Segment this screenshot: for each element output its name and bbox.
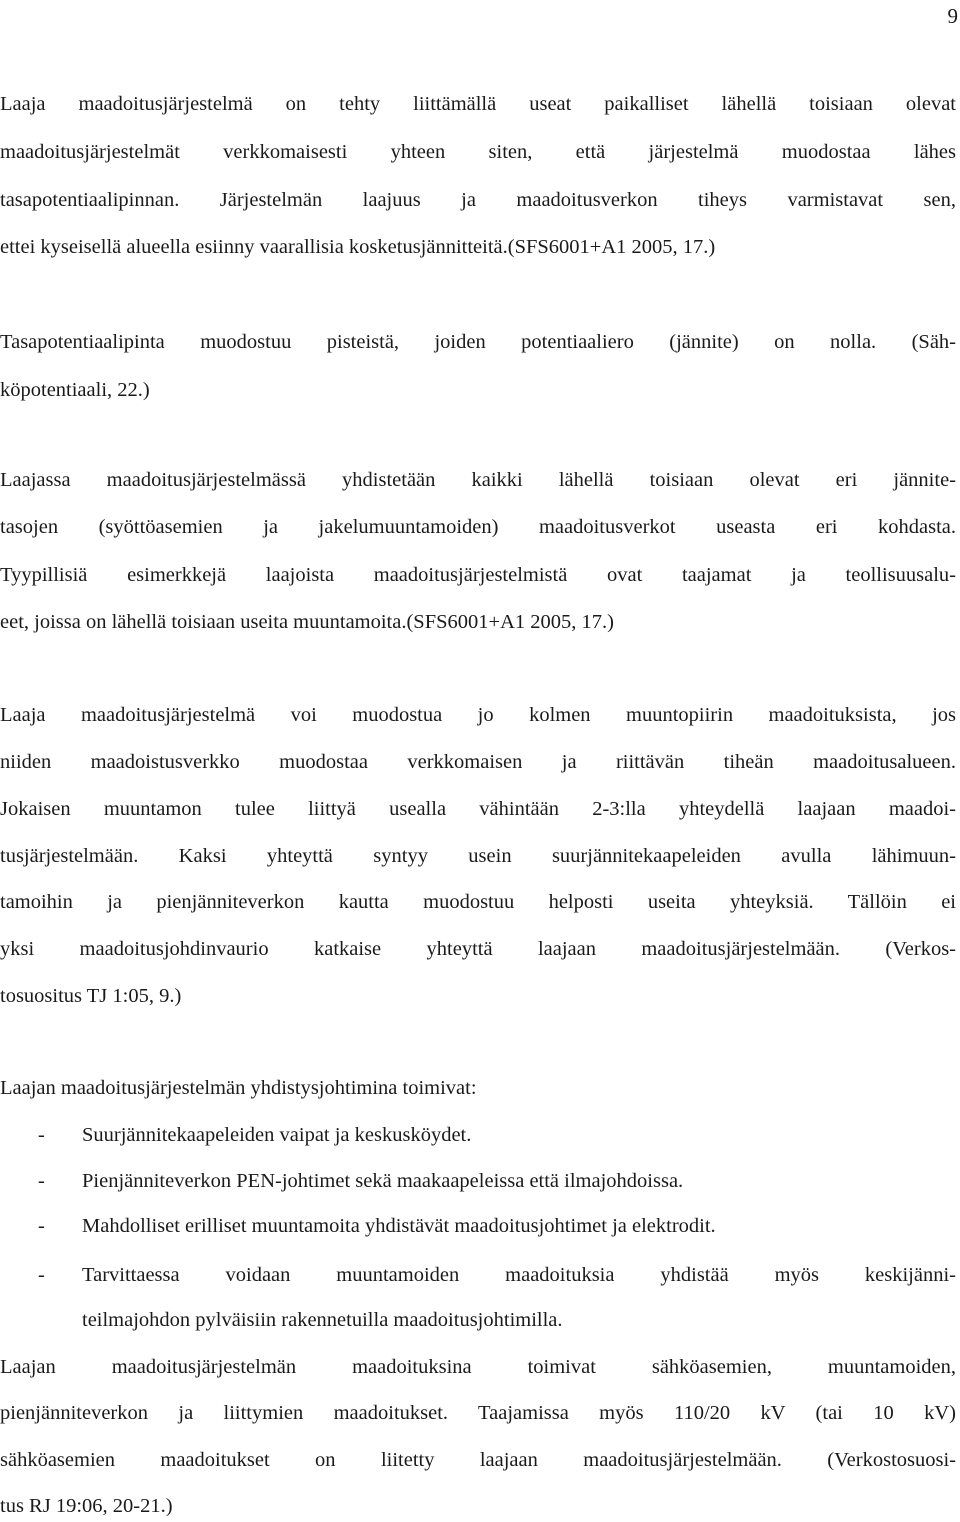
paragraph-4-line-6: yksi maadoitusjohdinvaurio katkaise yhteyttä laajaan maadoitusjärjestelmään. (Verkos- xyxy=(0,938,956,960)
closing-line-1: Laajan maadoitusjärjestelmän maadoituksina toimivat sähköasemien, muuntamoiden, xyxy=(0,1356,956,1378)
paragraph-3-line-2: tasojen (syöttöasemien ja jakelumuuntamoiden) maadoitusverkot useasta eri kohdasta. xyxy=(0,516,956,538)
paragraph-4-line-1: Laaja maadoitusjärjestelmä voi muodostua jo kolmen muuntopiirin maadoituksista, jos xyxy=(0,704,956,726)
paragraph-2-line-1: Tasapotentiaalipinta muodostuu pisteistä, joiden potentiaaliero (jännite) on nolla. (Säh- xyxy=(0,331,956,353)
list-item-4-line-2: teilmajohdon pylväisiin rakennetuilla maadoitusjohtimilla. xyxy=(82,1309,563,1331)
list-item-4-line-1: Tarvittaessa voidaan muuntamoiden maadoituksia yhdistää myös keskijänni- xyxy=(82,1264,956,1286)
closing-line-4: tus RJ 19:06, 20-21.) xyxy=(0,1495,173,1517)
paragraph-3-line-4: eet, joissa on lähellä toisiaan useita muuntamoita.(SFS6001+A1 2005, 17.) xyxy=(0,611,614,633)
list-bullet: - xyxy=(38,1264,45,1286)
closing-line-2: pienjänniteverkon ja liittymien maadoitukset. Taajamissa myös 110/20 kV (tai 10 kV) xyxy=(0,1402,956,1424)
paragraph-1-line-3: tasapotentiaalipinnan. Järjestelmän laajuus ja maadoitusverkon tiheys varmistavat sen, xyxy=(0,189,956,211)
closing-line-3: sähköasemien maadoitukset on liitetty laajaan maadoitusjärjestelmään. (Verkostosuosi- xyxy=(0,1449,956,1471)
paragraph-4-line-2: niiden maadoistusverkko muodostaa verkkomaisen ja riittävän tiheän maadoitusalueen. xyxy=(0,751,956,773)
paragraph-1-line-2: maadoitusjärjestelmät verkkomaisesti yhteen siten, että järjestelmä muodostaa lähes xyxy=(0,141,956,163)
list-intro: Laajan maadoitusjärjestelmän yhdistysjohtimina toimivat: xyxy=(0,1077,477,1099)
paragraph-4-line-7: tosuositus TJ 1:05, 9.) xyxy=(0,985,182,1007)
list-item-2-text: Pienjänniteverkon PEN-johtimet sekä maakaapeleissa että ilmajohdoissa. xyxy=(82,1170,684,1192)
paragraph-2-line-2: köpotentiaali, 22.) xyxy=(0,379,150,401)
paragraph-1-line-1: Laaja maadoitusjärjestelmä on tehty liittämällä useat paikalliset lähellä toisiaan olevat xyxy=(0,93,956,115)
list-item-1-text: Suurjännitekaapeleiden vaipat ja keskusköydet. xyxy=(82,1124,472,1146)
paragraph-1-line-4: ettei kyseisellä alueella esiinny vaarallisia kosketusjännitteitä.(SFS6001+A1 2005, 17.) xyxy=(0,236,716,258)
paragraph-4-line-3: Jokaisen muuntamon tulee liittyä usealla vähintään 2-3:lla yhteydellä laajaan maadoi- xyxy=(0,798,956,820)
paragraph-4-line-5: tamoihin ja pienjänniteverkon kautta muodostuu helposti useita yhteyksiä. Tällöin ei xyxy=(0,891,956,913)
paragraph-3-line-1: Laajassa maadoitusjärjestelmässä yhdistetään kaikki lähellä toisiaan olevat eri jännite- xyxy=(0,469,956,491)
paragraph-4-line-4: tusjärjestelmään. Kaksi yhteyttä syntyy usein suurjännitekaapeleiden avulla lähimuun- xyxy=(0,845,956,867)
list-item-3-text: Mahdolliset erilliset muuntamoita yhdistävät maadoitusjohtimet ja elektrodit. xyxy=(82,1215,716,1237)
page-number: 9 xyxy=(947,4,958,28)
list-bullet: - xyxy=(38,1215,45,1237)
list-bullet: - xyxy=(38,1124,45,1146)
list-bullet: - xyxy=(38,1170,45,1192)
paragraph-3-line-3: Tyypillisiä esimerkkejä laajoista maadoitusjärjestelmistä ovat taajamat ja teollisuusalu- xyxy=(0,564,956,586)
